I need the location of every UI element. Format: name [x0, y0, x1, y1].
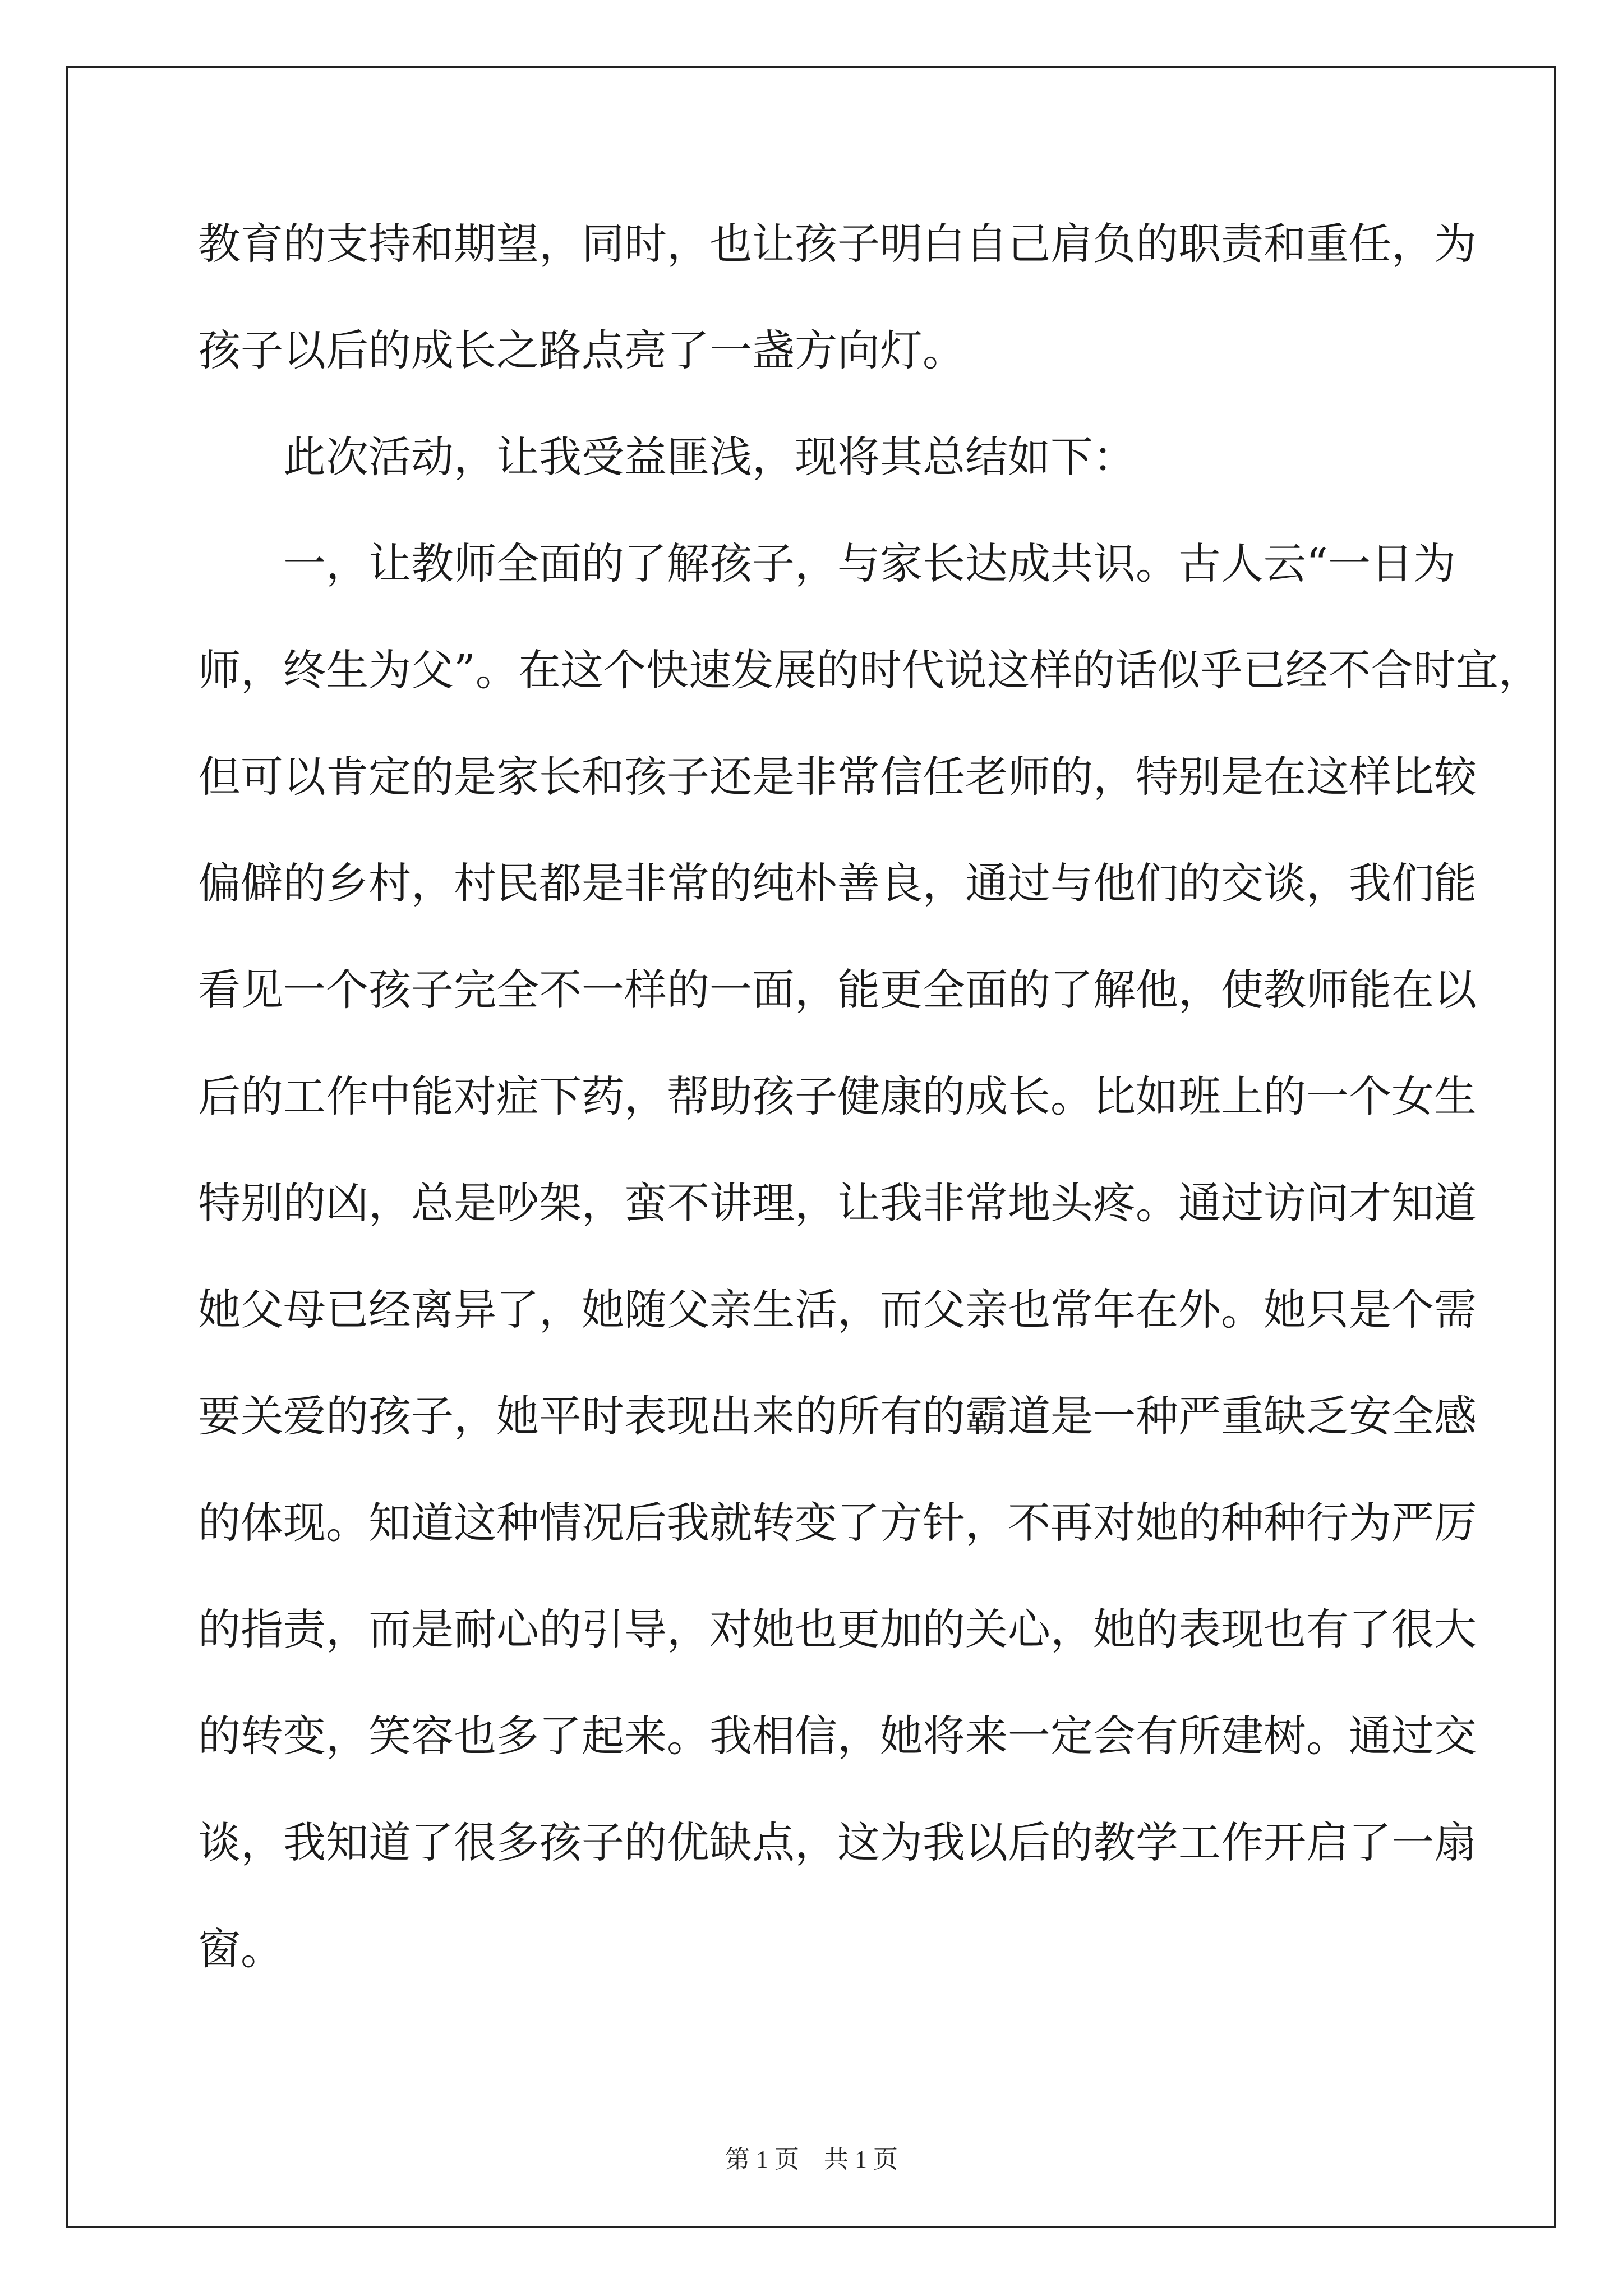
text-line: 教育的支持和期望，同时，也让孩子明白自己肩负的职责和重任，为 — [198, 219, 1477, 269]
page-number-footer: 第 1 页 共 1 页 — [725, 2146, 898, 2173]
text-line: 谈，我知道了很多孩子的优缺点，这为我以后的教学工作开启了一扇 — [198, 1818, 1477, 1867]
text-line: 偏僻的乡村，村民都是非常的纯朴善良，通过与他们的交谈，我们能 — [198, 858, 1477, 908]
text-line: 但可以肯定的是家长和孩子还是非常信任老师的，特别是在这样比较 — [198, 752, 1477, 802]
text-line: 此次活动，让我受益匪浅，现将其总结如下： — [198, 432, 1136, 482]
text-line: 一，让教师全面的了解孩子，与家长达成共识。古人云“一日为 — [198, 539, 1456, 588]
text-line: 后的工作中能对症下药，帮助孩子健康的成长。比如班上的一个女生 — [198, 1071, 1477, 1121]
text-line: 孩子以后的成长之路点亮了一盏方向灯。 — [198, 325, 965, 375]
page-border — [66, 66, 1556, 2228]
text-line: 特别的凶，总是吵架，蛮不讲理，让我非常地头疼。通过访问才知道 — [198, 1178, 1477, 1228]
text-line: 师，终生为父”。在这个快速发展的时代说这样的话似乎已经不合时宜， — [198, 645, 1541, 695]
text-line: 的指责，而是耐心的引导，对她也更加的关心，她的表现也有了很大 — [198, 1604, 1477, 1654]
text-line: 看见一个孩子完全不一样的一面，能更全面的了解他，使教师能在以 — [198, 965, 1477, 1015]
text-line: 窗。 — [198, 1924, 283, 1974]
text-line: 她父母已经离异了，她随父亲生活，而父亲也常年在外。她只是个需 — [198, 1285, 1477, 1335]
text-line: 要关爱的孩子，她平时表现出来的所有的霸道是一种严重缺乏安全感 — [198, 1391, 1477, 1441]
text-line: 的体现。知道这种情况后我就转变了方针，不再对她的种种行为严厉 — [198, 1498, 1477, 1548]
text-line: 的转变，笑容也多了起来。我相信，她将来一定会有所建树。通过交 — [198, 1711, 1477, 1761]
